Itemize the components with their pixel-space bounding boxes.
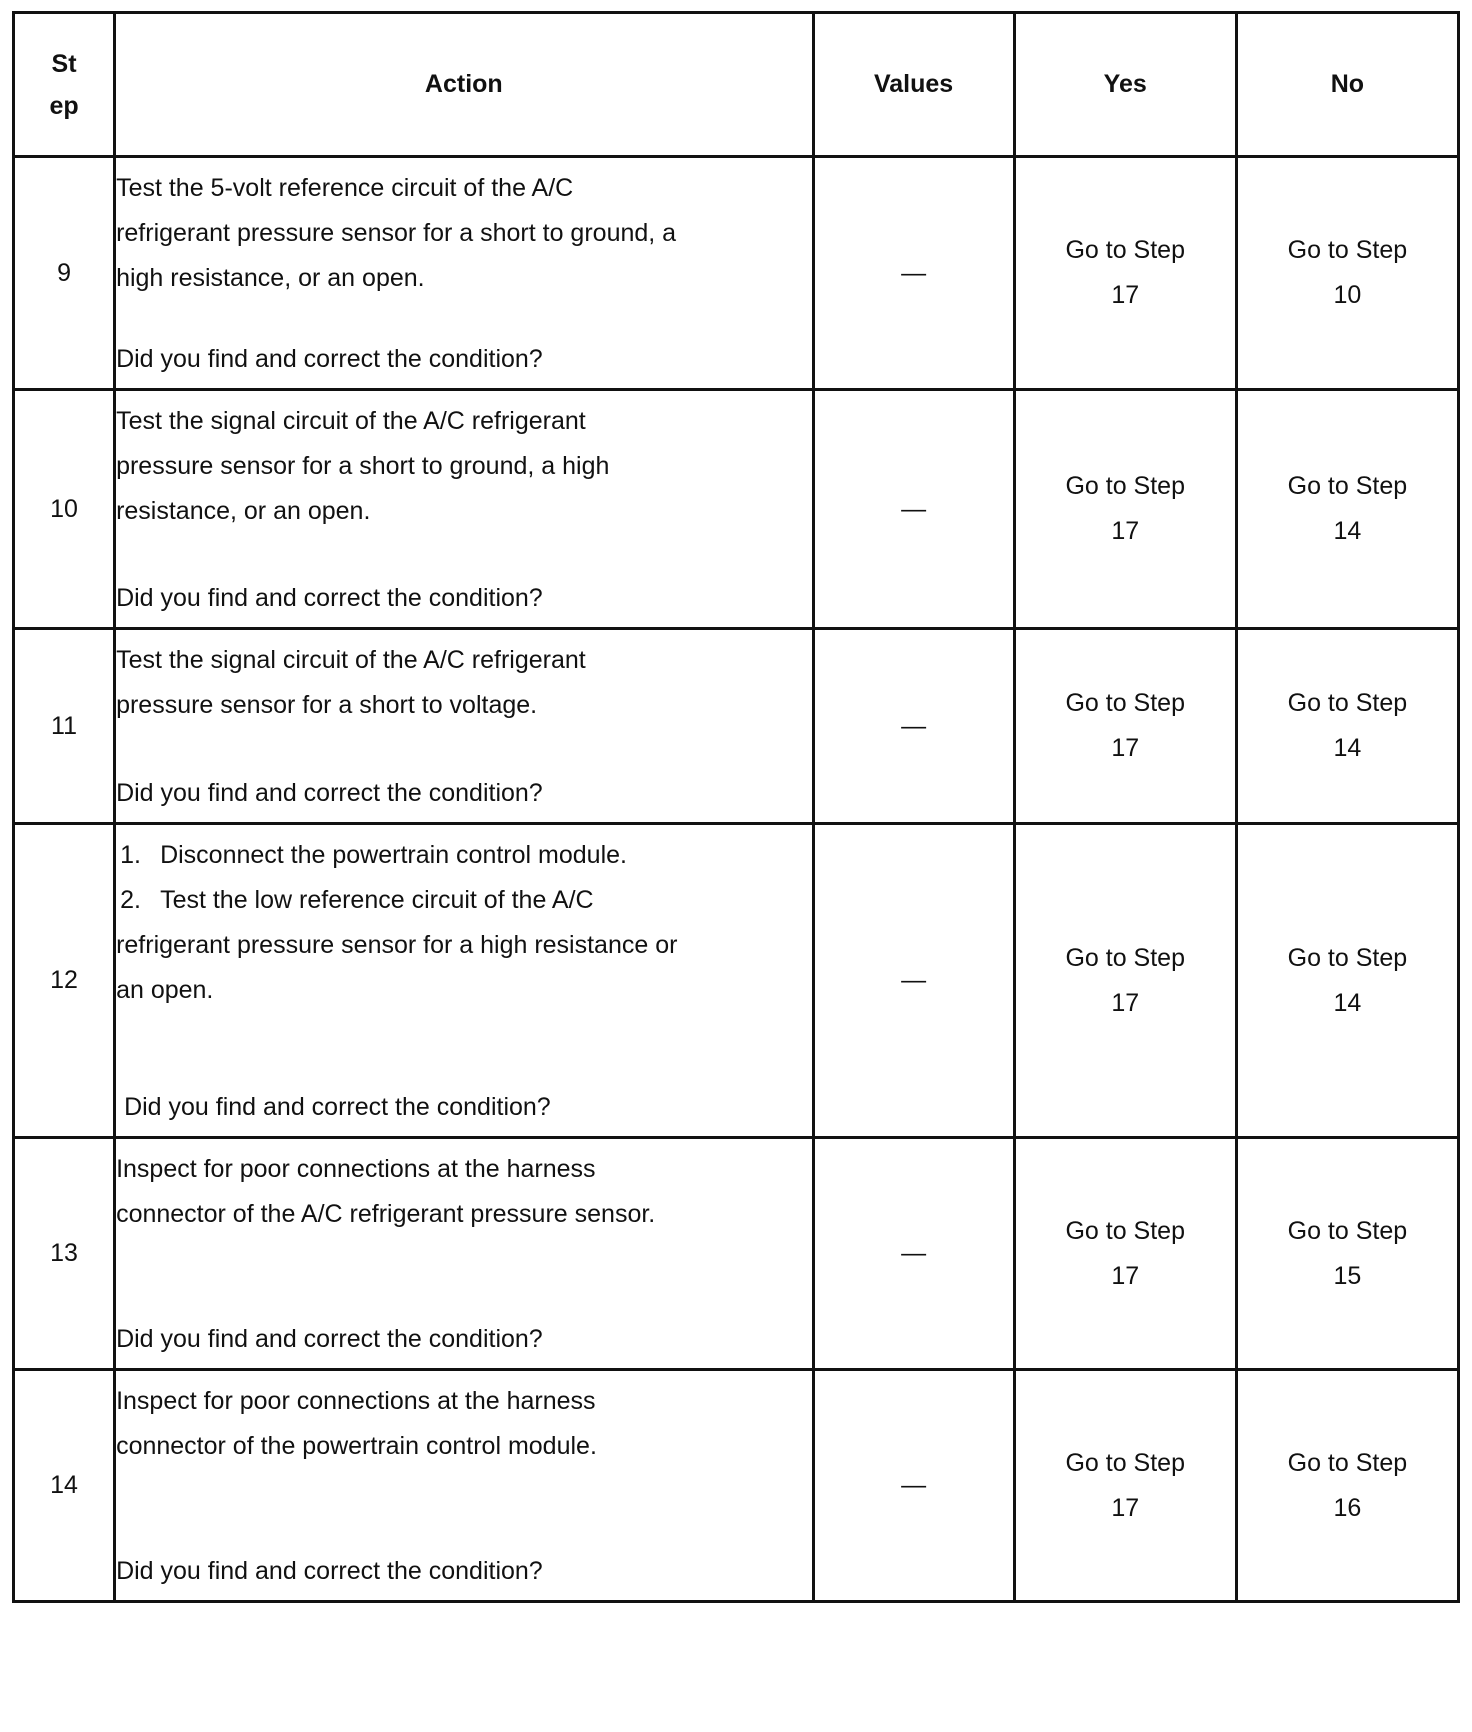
table-row	[14, 157, 1459, 390]
action-line: connector of the powertrain control module.	[116, 1432, 597, 1460]
header-action: Action	[115, 13, 813, 157]
no-step: 15	[1333, 1261, 1362, 1290]
values-cell: —	[813, 824, 1014, 1138]
step-number: 9	[14, 157, 115, 390]
action-line: an open.	[116, 976, 214, 1004]
action-cell	[115, 1370, 813, 1602]
header-step	[14, 13, 115, 157]
no-cell	[1236, 1138, 1458, 1370]
action-line: refrigerant pressure sensor for a high resistance or	[116, 931, 678, 959]
yes-cell	[1014, 1138, 1236, 1370]
step-number: 13	[14, 1138, 115, 1370]
values-cell: —	[813, 157, 1014, 390]
header-values: Values	[813, 13, 1014, 157]
header-row	[14, 13, 1459, 157]
action-line: Test the signal circuit of the A/C refrigerant	[116, 407, 586, 435]
action-question: Did you find and correct the condition?	[116, 1325, 543, 1353]
list-item	[116, 878, 811, 923]
action-cell	[115, 1138, 813, 1370]
yes-step: 17	[1111, 1493, 1140, 1522]
action-cell	[115, 629, 813, 824]
yes-cell	[1014, 1370, 1236, 1602]
no-cell	[1236, 390, 1458, 629]
yes-goto: Go to Step	[1065, 1216, 1185, 1245]
action-question: Did you find and correct the condition?	[116, 345, 543, 373]
yes-goto: Go to Step	[1065, 236, 1185, 264]
header-yes: Yes	[1014, 13, 1236, 157]
no-step: 14	[1333, 517, 1362, 545]
table-row	[14, 824, 1459, 1138]
list-text: Test the low reference circuit of the A/C	[160, 886, 594, 914]
list-item	[116, 833, 811, 878]
list-number: 1.	[120, 841, 141, 869]
action-cell	[115, 157, 813, 390]
no-step: 14	[1333, 734, 1362, 762]
diagnostic-table	[12, 11, 1460, 1603]
values-cell: —	[813, 1138, 1014, 1370]
yes-step: 17	[1111, 1261, 1140, 1290]
no-goto: Go to Step	[1287, 943, 1408, 972]
action-line: Inspect for poor connections at the harness	[116, 1387, 596, 1415]
no-step: 14	[1333, 988, 1362, 1017]
action-question: Did you find and correct the condition?	[116, 1557, 543, 1585]
action-line: Test the signal circuit of the A/C refrigerant	[116, 646, 586, 674]
no-cell	[1236, 824, 1458, 1138]
action-question: Did you find and correct the condition?	[116, 779, 543, 807]
table-row	[14, 390, 1459, 629]
action-line: connector of the A/C refrigerant pressure sensor.	[116, 1200, 656, 1228]
action-line: refrigerant pressure sensor for a short to ground, a	[116, 219, 677, 247]
yes-goto: Go to Step	[1065, 1448, 1185, 1477]
list-number: 2.	[120, 886, 141, 914]
step-number: 12	[14, 824, 115, 1138]
header-step-line1: St	[51, 49, 77, 78]
no-goto: Go to Step	[1287, 1448, 1408, 1477]
step-number: 11	[14, 629, 115, 824]
table-row	[14, 629, 1459, 824]
action-question: Did you find and correct the condition?	[124, 1093, 551, 1121]
no-cell	[1236, 157, 1458, 390]
values-cell: —	[813, 1370, 1014, 1602]
header-step-line2: ep	[49, 91, 79, 120]
action-line: pressure sensor for a short to voltage.	[116, 691, 538, 719]
no-goto: Go to Step	[1287, 472, 1408, 500]
yes-goto: Go to Step	[1065, 943, 1185, 972]
no-cell	[1236, 1370, 1458, 1602]
no-cell	[1236, 629, 1458, 824]
yes-goto: Go to Step	[1065, 472, 1185, 500]
values-cell: —	[813, 629, 1014, 824]
yes-cell	[1014, 824, 1236, 1138]
yes-goto: Go to Step	[1065, 689, 1185, 717]
action-line: pressure sensor for a short to ground, a high	[116, 452, 610, 480]
yes-cell	[1014, 629, 1236, 824]
action-line: resistance, or an open.	[116, 497, 371, 525]
action-question: Did you find and correct the condition?	[116, 584, 543, 612]
yes-step: 17	[1111, 734, 1140, 762]
yes-step: 17	[1111, 988, 1140, 1017]
yes-step: 17	[1111, 281, 1140, 309]
list-text: Disconnect the powertrain control module.	[160, 841, 627, 869]
no-goto: Go to Step	[1287, 689, 1408, 717]
no-step: 16	[1333, 1493, 1362, 1522]
values-cell: —	[813, 390, 1014, 629]
action-cell	[115, 824, 813, 1138]
yes-step: 17	[1111, 517, 1140, 545]
action-line: Test the 5-volt reference circuit of the A/C	[116, 174, 574, 202]
yes-cell	[1014, 157, 1236, 390]
table-row	[14, 1370, 1459, 1602]
action-line: Inspect for poor connections at the harness	[116, 1155, 596, 1183]
step-number: 14	[14, 1370, 115, 1602]
table-row	[14, 1138, 1459, 1370]
no-step: 10	[1333, 281, 1362, 309]
action-cell	[115, 390, 813, 629]
yes-cell	[1014, 390, 1236, 629]
header-no: No	[1236, 13, 1458, 157]
step-number: 10	[14, 390, 115, 629]
no-goto: Go to Step	[1287, 1216, 1408, 1245]
action-line: high resistance, or an open.	[116, 264, 425, 292]
no-goto: Go to Step	[1287, 236, 1408, 264]
